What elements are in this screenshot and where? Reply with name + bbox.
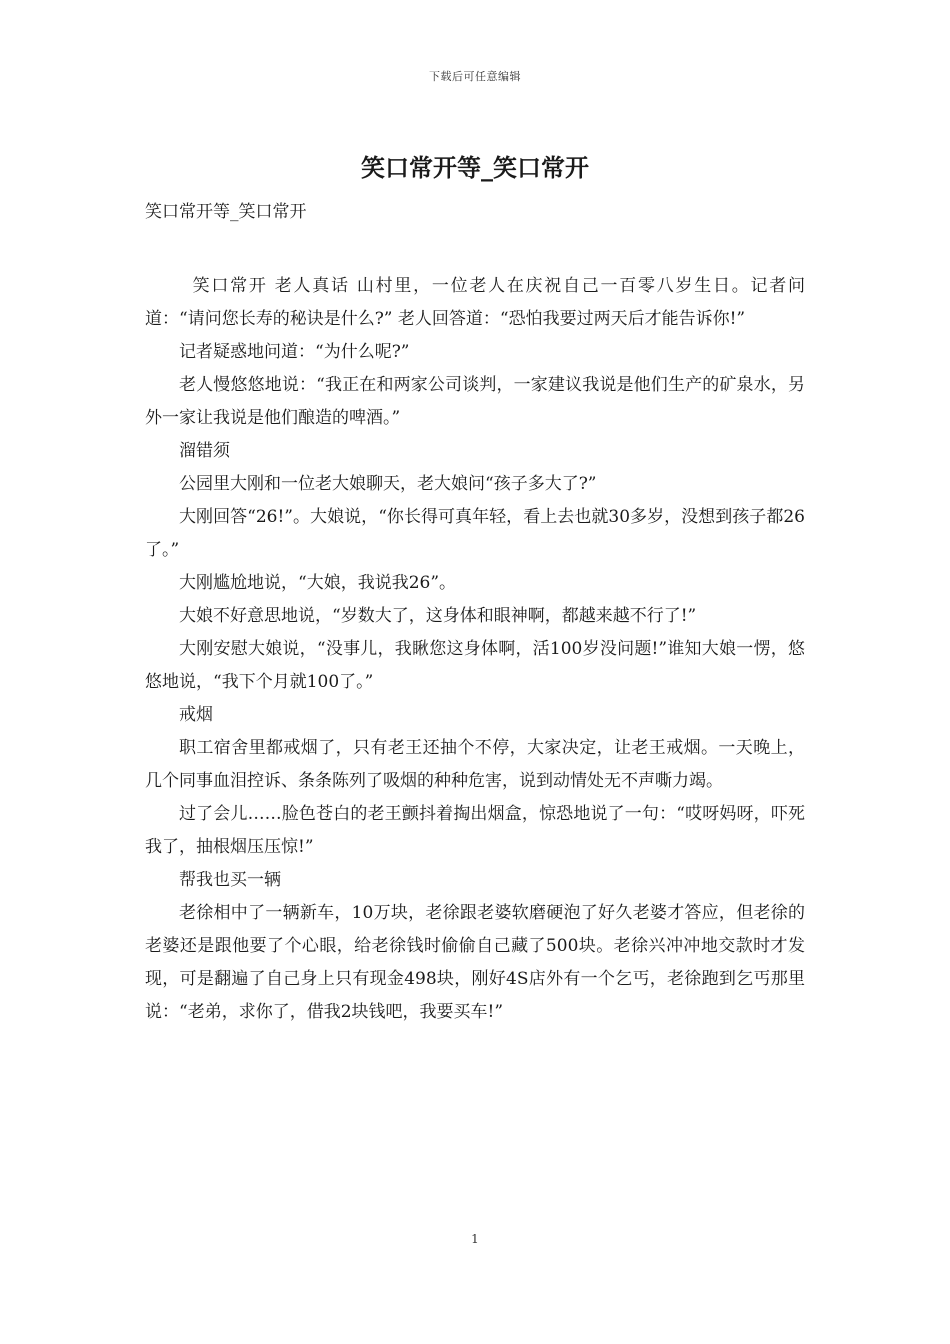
document-title: 笑口常开等_笑口常开 (361, 153, 589, 182)
section-heading: 溜错须 (179, 441, 230, 461)
section-heading: 帮我也买一辆 (179, 870, 281, 890)
document-subtitle: 笑口常开等_笑口常开 (145, 202, 307, 222)
paragraph: 大刚回答“26!”。大娘说，“你长得可真年轻，看上去也就30多岁，没想到孩子都26了。” (145, 507, 805, 560)
paragraph: 大刚安慰大娘说，“没事儿，我瞅您这身体啊，活100岁没问题!”谁知大娘一愣，悠悠地说，“我下个月就100了。” (145, 639, 805, 692)
paragraph: 公园里大刚和一位老大娘聊天，老大娘问“孩子多大了?” (179, 474, 597, 494)
section-heading: 戒烟 (179, 705, 213, 725)
paragraph: 记者疑惑地问道：“为什么呢?” (179, 342, 410, 362)
paragraph: 老徐相中了一辆新车，10万块，老徐跟老婆软磨硬泡了好久老婆才答应，但老徐的老婆还是跟他要了个心眼，给老徐钱时偷偷自己藏了500块。老徐兴冲冲地交款时才发现，可是翻遍了自己身上只有现金498块，刚好4S店外有一个乞丐，老徐跑到乞丐那里说：“老弟，求你了，借我2块钱吧，我要买车!” (145, 903, 805, 1022)
header-note: 下载后可任意编辑 (429, 70, 521, 83)
paragraph: 过了会儿……脸色苍白的老王颤抖着掏出烟盒，惊恐地说了一句：“哎呀妈呀，吓死我了，抽根烟压压惊!” (145, 804, 805, 857)
page-number: 1 (471, 1232, 479, 1246)
paragraph: 大刚尴尬地说，“大娘，我说我26”。 (179, 573, 457, 593)
paragraph: 老人慢悠悠地说：“我正在和两家公司谈判，一家建议我说是他们生产的矿泉水，另外一家让我说是他们酿造的啤酒。” (145, 375, 805, 428)
paragraph: 笑口常开 老人真话 山村里，一位老人在庆祝自己一百零八岁生日。记者问道：“请问您长寿的秘诀是什么?” 老人回答道：“恐怕我要过两天后才能告诉你!” (145, 276, 805, 329)
paragraph: 大娘不好意思地说，“岁数大了，这身体和眼神啊，都越来越不行了!” (179, 606, 697, 626)
paragraph: 职工宿舍里都戒烟了，只有老王还抽个不停，大家决定，让老王戒烟。一天晚上，几个同事血泪控诉、条条陈列了吸烟的种种危害，说到动情处无不声嘶力竭。 (145, 738, 805, 791)
document-body (145, 196, 805, 1029)
